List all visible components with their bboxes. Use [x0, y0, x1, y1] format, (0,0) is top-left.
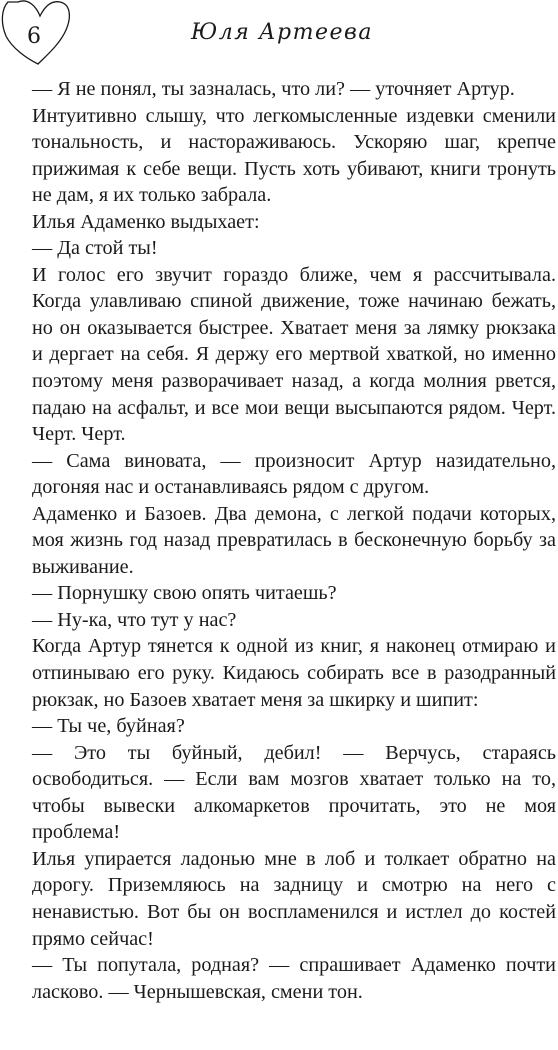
paragraph: — Ты попутала, родная? — спрашивает Адаменко почти ласково. — Чернышевская, смени тон.	[32, 954, 556, 1003]
paragraph: — Ты че, буйная?	[32, 715, 185, 738]
page-number: 6	[27, 24, 41, 49]
paragraph: — Порнушку свою опять читаешь?	[32, 582, 337, 605]
running-header-author: Юля Артеева	[191, 20, 373, 45]
paragraph: Илья упирается ладонью мне в лоб и толкает обратно на дорогу. Приземляюсь на задницу и смотрю на него с ненавистью. Вот бы он воспламенился и истлел до костей прямо сейчас!	[32, 847, 556, 950]
paragraph: — Ну-ка, что тут у нас?	[32, 608, 237, 631]
paragraph: Интуитивно слышу, что легкомысленные издевки сменили тональность, и настораживаюсь. Ускоряю шаг, крепче прижимая к себе вещи. Пусть хоть убивают, книги тронуть не дам, я их только забрала.	[32, 104, 556, 207]
paragraph: Когда Артур тянется к одной из книг, я наконец отмираю и отпинываю его руку. Кидаюсь собирать все в разодранный рюкзак, но Базоев хватает меня за шкирку и шипит:	[32, 635, 556, 711]
paragraph: Адаменко и Базоев. Два демона, с легкой подачи которых, моя жизнь год назад превратилась в бесконечную борьбу за выживание.	[32, 502, 556, 578]
paragraph: — Сама виновата, — произносит Артур назидательно, догоняя нас и останавливаясь рядом с другом.	[32, 449, 556, 499]
paragraph: — Это ты буйный, дебил! — Верчусь, стараясь освободиться. — Если вам мозгов хватает только на то, чтобы вывески алкомаркетов прочитать, это не моя проблема!	[32, 741, 556, 844]
paragraph: И голос его звучит гораздо ближе, чем я рассчитывала. Когда улавливаю спиной движение, тоже начинаю бежать, но он оказывается быстрее. Хватает меня за лямку рюкзака и дергает на себя. Я держу его мертвой хваткой, но именно поэтому меня разворачивает назад, а когда молния рвется, падаю на асфальт, и все мои вещи высыпаются рядом. Черт. Черт. Черт.	[32, 263, 556, 446]
paragraph: Илья Адаменко выдыхает:	[32, 210, 260, 233]
paragraph: — Да стой ты!	[32, 237, 158, 260]
body-text	[32, 76, 556, 1005]
paragraph: — Я не понял, ты зазналась, что ли? — уточняет Артур.	[32, 78, 515, 100]
page-header	[0, 0, 558, 70]
